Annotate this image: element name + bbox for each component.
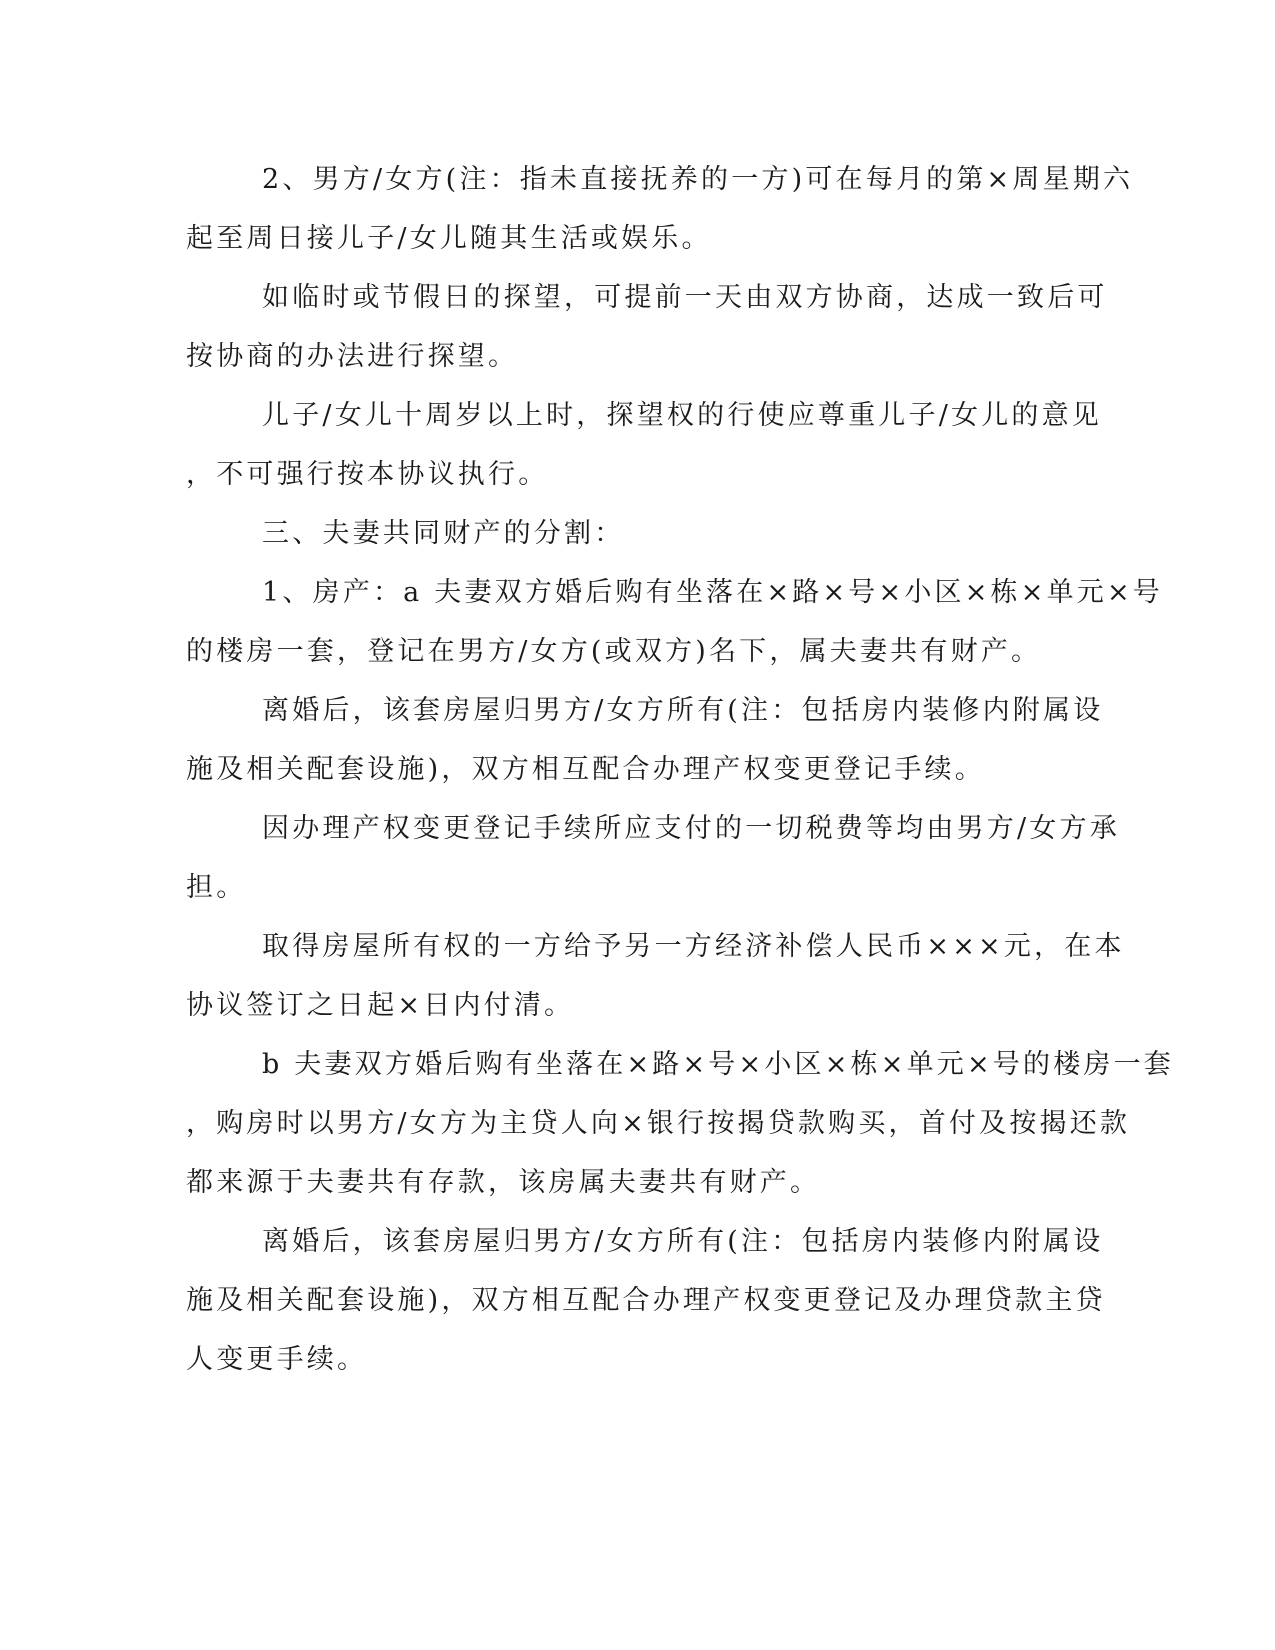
- text-line: 三、夫妻共同财产的分割：: [262, 518, 625, 549]
- text-line: 离婚后，该套房屋归男方/女方所有(注：包括房内装修内附属设: [262, 1226, 1104, 1257]
- text-line: 因办理产权变更登记手续所应支付的一切税费等均由男方/女方承: [262, 813, 1120, 844]
- text-line: ，不可强行按本协议执行。: [186, 459, 549, 490]
- text-line: 施及相关配套设施)，双方相互配合办理产权变更登记手续。: [186, 754, 985, 785]
- text-line: 人变更手续。: [186, 1344, 368, 1375]
- text-line: 1、房产：a 夫妻双方婚后购有坐落在×路×号×小区×栋×单元×号: [262, 577, 1163, 608]
- text-line: 起至周日接儿子/女儿随其生活或娱乐。: [186, 223, 712, 254]
- text-line: 担。: [186, 872, 247, 903]
- text-line: 的楼房一套，登记在男方/女方(或双方)名下，属夫妻共有财产。: [186, 636, 1042, 667]
- text-line: 都来源于夫妻共有存款，该房属夫妻共有财产。: [186, 1167, 821, 1198]
- text-line: 如临时或节假日的探望，可提前一天由双方协商，达成一致后可: [262, 282, 1108, 313]
- text-line: b 夫妻双方婚后购有坐落在×路×号×小区×栋×单元×号的楼房一套: [262, 1049, 1175, 1080]
- text-line: ，购房时以男方/女方为主贷人向×银行按揭贷款购买，首付及按揭还款: [186, 1108, 1131, 1139]
- text-line: 施及相关配套设施)，双方相互配合办理产权变更登记及办理贷款主贷: [186, 1285, 1106, 1316]
- text-line: 按协商的办法进行探望。: [186, 341, 519, 372]
- text-line: 2、男方/女方(注：指未直接抚养的一方)可在每月的第×周星期六: [262, 164, 1134, 195]
- text-line: 协议签订之日起×日内付清。: [186, 990, 575, 1021]
- text-line: 儿子/女儿十周岁以上时，探望权的行使应尊重儿子/女儿的意见: [262, 400, 1102, 431]
- text-line: 取得房屋所有权的一方给予另一方经济补偿人民币×××元，在本: [262, 931, 1125, 962]
- text-line: 离婚后，该套房屋归男方/女方所有(注：包括房内装修内附属设: [262, 695, 1104, 726]
